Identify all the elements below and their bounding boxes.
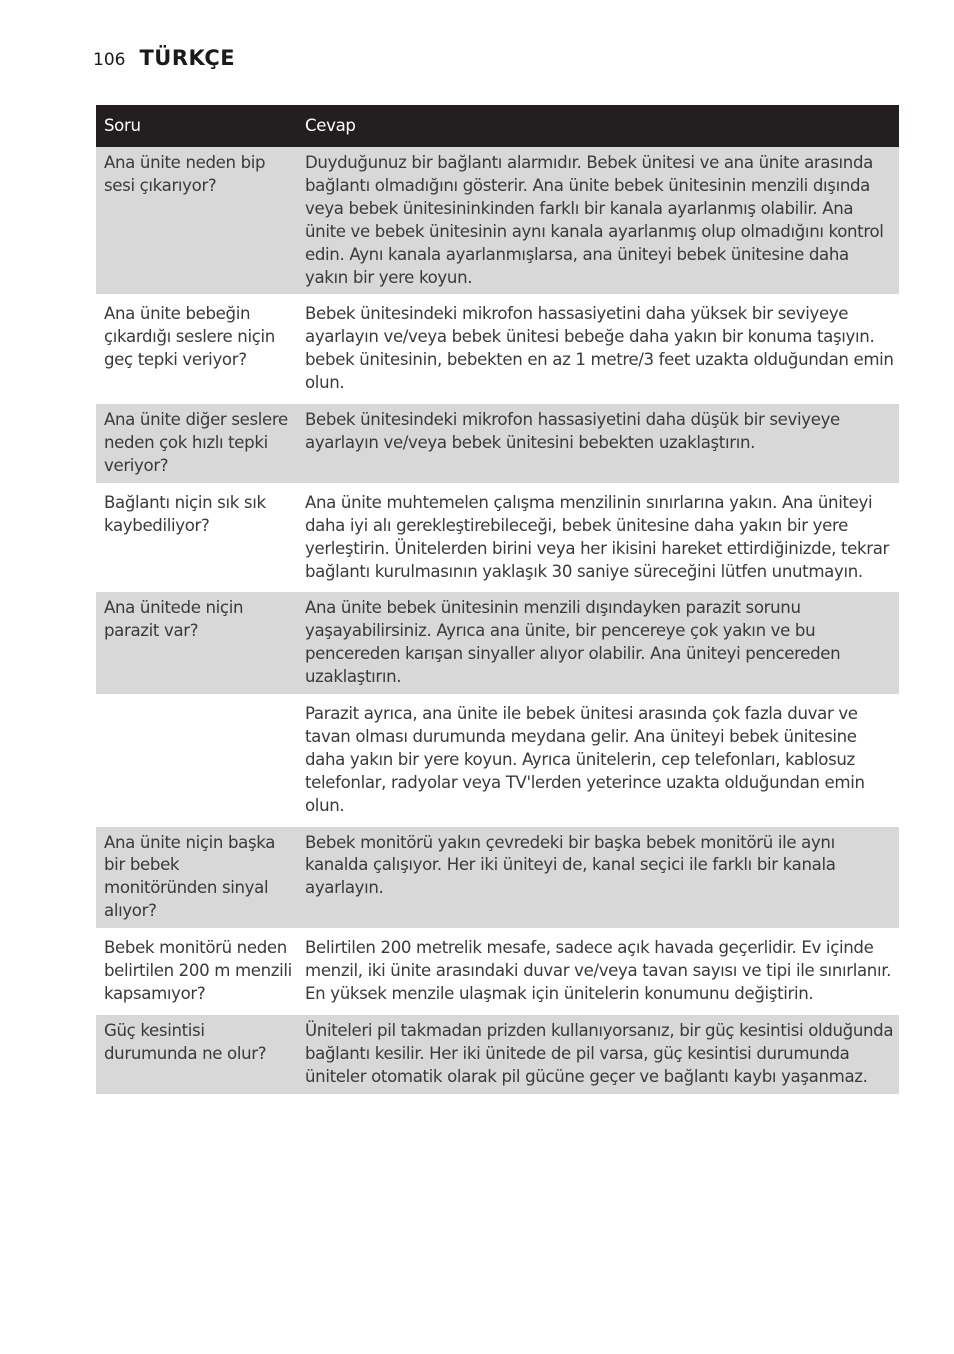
question-cell: Ana ünite diğer seslere neden çok hızlı tepki veriyor? xyxy=(96,402,298,485)
page-header xyxy=(93,46,235,70)
table-row xyxy=(96,930,899,1013)
question-cell xyxy=(96,696,298,825)
table-row xyxy=(96,296,899,402)
column-header-answer: Cevap xyxy=(298,105,899,147)
table-row xyxy=(96,402,899,485)
answer-cell: Bebek ünitesindeki mikrofon hassasiyetini daha düşük bir seviyeye ayarlayın ve/veya bebek ünitesini bebekten uzaklaştırın. xyxy=(298,402,899,485)
page-number: 106 xyxy=(93,50,126,70)
table-header-row xyxy=(96,105,899,147)
answer-cell: Parazit ayrıca, ana ünite ile bebek ünitesi arasında çok fazla duvar ve tavan olması durumunda meydana gelir. Ana üniteyi bebek ünitesine daha yakın bir yere koyun. Ayrıca ünitelerin, cep telefonları, kablosuz telefonlar, radyolar veya TV'lerden yeterince uzakta olduğundan emin olun. xyxy=(298,696,899,825)
table-row xyxy=(96,696,899,825)
question-cell: Ana ünitede niçin parazit var? xyxy=(96,590,298,696)
answer-cell: Üniteleri pil takmadan prizden kullanıyorsanız, bir güç kesintisi olduğunda bağlantı kesilir. Her iki ünitede de pil varsa, güç kesintisi durumunda üniteler otomatik olarak pil gücüne geçer ve bağlantı kaybı yaşanmaz. xyxy=(298,1013,899,1094)
answer-cell: Belirtilen 200 metrelik mesafe, sadece açık havada geçerlidir. Ev içinde menzil, iki ünite arasındaki duvar ve/veya tavan sayısı ve tipi ile sınırlanır. En yüksek menzile ulaşmak için ünitelerin konumunu değiştirin. xyxy=(298,930,899,1013)
answer-cell: Ana ünite muhtemelen çalışma menzilinin sınırlarına yakın. Ana üniteyi daha iyi alı gerekleştirebileceği, bebek ünitesine daha yakın bir yere yerleştirin. Ünitelerden birini veya her ikisini hareket ettirdiğinizde, tekrar bağlantı kurulmasının yaklaşık 30 saniye süreceğini lütfen unutmayın. xyxy=(298,485,899,591)
answer-cell: Bebek monitörü yakın çevredeki bir başka bebek monitörü ile aynı kanalda çalışıyor. Her iki üniteyi de, kanal seçici ile farklı bir kanala ayarlayın. xyxy=(298,825,899,931)
question-cell: Ana ünite bebeğin çıkardığı seslere niçin geç tepki veriyor? xyxy=(96,296,298,402)
question-cell: Ana ünite neden bip sesi çıkarıyor? xyxy=(96,147,298,296)
column-header-question: Soru xyxy=(96,105,298,147)
answer-cell: Bebek ünitesindeki mikrofon hassasiyetini daha yüksek bir seviyeye ayarlayın ve/veya bebek ünitesi bebeğe daha yakın bir konuma taşıyın. bebek ünitesinin, bebekten en az 1 metre/3 feet uzakta olduğundan emin olun. xyxy=(298,296,899,402)
page-language-title: TÜRKÇE xyxy=(139,46,236,70)
question-cell: Bağlantı niçin sık sık kaybediliyor? xyxy=(96,485,298,591)
question-cell: Bebek monitörü neden belirtilen 200 m menzili kapsamıyor? xyxy=(96,930,298,1013)
table-row xyxy=(96,1013,899,1094)
question-cell: Ana ünite niçin başka bir bebek monitöründen sinyal alıyor? xyxy=(96,825,298,931)
answer-cell: Ana ünite bebek ünitesinin menzili dışındayken parazit sorunu yaşayabilirsiniz. Ayrıca ana ünite, bir pencereye çok yakın ve bu pencereden karışan sinyaller alıyor olabilir. Ana üniteyi pencereden uzaklaştırın. xyxy=(298,590,899,696)
faq-table xyxy=(96,105,899,1094)
table-row xyxy=(96,485,899,591)
table-row xyxy=(96,590,899,696)
answer-cell: Duyduğunuz bir bağlantı alarmıdır. Bebek ünitesi ve ana ünite arasında bağlantı olmadığını gösterir. Ana ünite bebek ünitesinin menzili dışında veya bebek ünitesininkinden farklı bir kanala ayarlanmış olabilir. Ana ünite ve bebek ünitesinin aynı kanala ayarlanmış olup olmadığını kontrol edin. Aynı kanala ayarlanmışlarsa, ana üniteyi bebek ünitesine daha yakın bir yere koyun. xyxy=(298,147,899,296)
table-row xyxy=(96,147,899,296)
table-row xyxy=(96,825,899,931)
question-cell: Güç kesintisi durumunda ne olur? xyxy=(96,1013,298,1094)
